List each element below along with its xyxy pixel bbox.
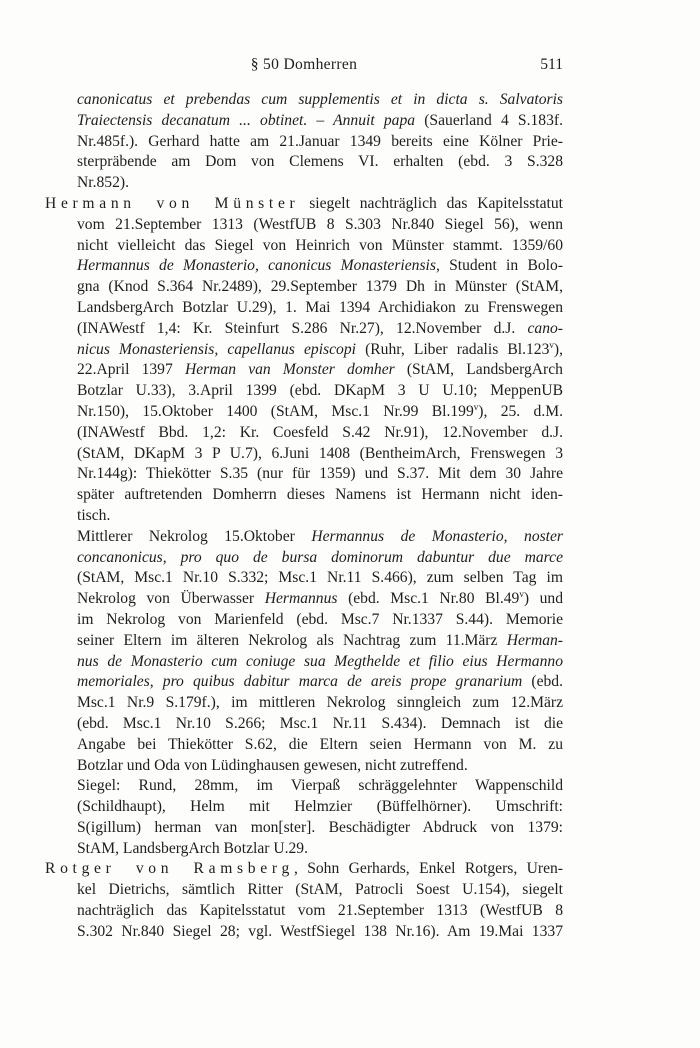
text-line bbox=[77, 839, 563, 860]
text-segment: (StAM, LandsbergArch bbox=[406, 361, 563, 379]
text-line bbox=[45, 194, 563, 215]
text-segment: Angabe bei Thiekötter S.62, die Eltern seien Hermann von M. zu bbox=[77, 735, 563, 753]
text-segment: nicht vielleicht das Siegel von Heinrich von Münster stammt. 1359/60 bbox=[77, 236, 563, 254]
text-segment: cano- bbox=[527, 319, 563, 337]
text-segment: S(igillum) herman van mon[ster]. Beschädigter Abdruck von 1379: bbox=[77, 818, 563, 836]
text-segment: kel Dietrichs, sämtlich Ritter (StAM, Patrocli Soest U.154), siegelt bbox=[77, 881, 563, 899]
text-segment: ), 25. d.M. bbox=[478, 402, 563, 420]
entry-gerhard-continuation bbox=[77, 90, 563, 194]
text-segment: (Sauerland 4 S.183f. bbox=[424, 111, 563, 129]
text-line bbox=[77, 610, 563, 631]
text-segment: vom 21.September 1313 (WestfUB 8 S.303 Nr.840 Siegel 56), wenn bbox=[77, 215, 563, 233]
text-segment: Nr.144g): Thiekötter S.35 (nur für 1359) und S.37. Mit dem 30 Jahre bbox=[77, 465, 563, 483]
text-segment: Herman- bbox=[506, 631, 563, 649]
text-segment: Hermannus de Monasterio, noster bbox=[311, 527, 564, 545]
text-line bbox=[45, 859, 563, 880]
text-line bbox=[77, 444, 563, 465]
text-segment: Herman van Monster domher bbox=[184, 361, 407, 379]
text-segment: Msc.1 Nr.9 S.179f.), im mittleren Nekrolog sinngleich zum 12.März bbox=[77, 694, 563, 712]
superscript-mark: v bbox=[549, 339, 554, 350]
text-line bbox=[77, 236, 563, 257]
entry-hermann-siegel bbox=[77, 776, 563, 859]
text-segment: (ebd. bbox=[531, 673, 563, 691]
text-segment: sterpräbende am Dom von Clemens VI. erhalten (ebd. 3 S.328 bbox=[77, 153, 563, 171]
text-line bbox=[77, 132, 563, 153]
text-line bbox=[77, 298, 563, 319]
text-line bbox=[77, 506, 563, 527]
text-segment: memoriales, pro quibus dabitur marca de areis prope granarium bbox=[77, 673, 532, 691]
text-line bbox=[77, 693, 563, 714]
text-line bbox=[77, 423, 563, 444]
text-block bbox=[45, 90, 564, 943]
text-segment: (Ruhr, Liber radalis Bl.123 bbox=[365, 340, 550, 358]
text-segment: nicus Monasteriensis, capellanus episcopi bbox=[77, 340, 366, 358]
text-segment: gna (Knod S.364 Nr.2489), 29.September 1379 Dh in Münster (StAM, bbox=[77, 278, 563, 296]
superscript-mark: v bbox=[519, 588, 524, 599]
text-segment: Nr.150), 15.Oktober 1400 (StAM, Msc.1 Nr.99 Bl.199 bbox=[77, 402, 474, 420]
text-segment: nus de Monasterio cum coniuge sua Megthelde et filio eius Hermanno bbox=[77, 652, 563, 670]
text-segment: concanonicus, pro quo de bursa dominorum dabuntur due marce bbox=[77, 548, 563, 566]
entry-hermann-von-muenster bbox=[45, 194, 563, 527]
text-line bbox=[77, 402, 563, 423]
text-segment: Mittlerer Nekrolog 15.Oktober bbox=[77, 527, 312, 545]
text-segment: Nr.852). bbox=[77, 174, 129, 192]
text-segment: siegelt nachträglich das Kapitelsstatut bbox=[299, 194, 563, 212]
text-line bbox=[77, 340, 563, 361]
text-segment: canonicatus et prebendas cum supplementis et in dicta s. Salvatoris bbox=[77, 91, 563, 108]
text-segment: ) und bbox=[523, 590, 564, 608]
text-line bbox=[77, 464, 563, 485]
text-line bbox=[77, 319, 563, 340]
entry-name: Rotger von Ramsberg bbox=[45, 860, 294, 878]
text-segment: S.302 Nr.840 Siegel 28; vgl. WestfSiegel 138 Nr.16). Am 19.Mai 1337 bbox=[77, 922, 563, 940]
text-segment: Hermannus de Monasterio, canonicus Monasteriensis, bbox=[77, 257, 440, 275]
text-line bbox=[77, 672, 563, 693]
text-line bbox=[77, 797, 563, 818]
text-segment: seiner Eltern im älteren Nekrolog als Nachtrag zum 11.März bbox=[77, 631, 507, 649]
text-segment: Hermannus bbox=[264, 590, 349, 608]
text-line bbox=[77, 527, 563, 548]
text-segment: (ebd. Msc.1 Nr.80 Bl.49 bbox=[348, 590, 520, 608]
text-segment: nachträglich das Kapitelsstatut vom 21.September 1313 (WestfUB 8 bbox=[77, 902, 563, 920]
text-line bbox=[77, 880, 563, 901]
entry-hermann-nekrolog bbox=[77, 527, 563, 777]
text-segment: später auftretenden Domherrn dieses Namens ist Hermann nicht iden- bbox=[77, 486, 563, 504]
page-number: 511 bbox=[540, 56, 563, 73]
text-segment: (INAWestf 1,4: Kr. Steinfurt S.286 Nr.27), 12.November d.J. bbox=[77, 319, 528, 337]
text-line bbox=[77, 568, 563, 589]
text-line bbox=[77, 485, 563, 506]
text-segment: Nekrolog von Überwasser bbox=[77, 590, 265, 608]
text-segment: im Nekrolog von Marienfeld (ebd. Msc.7 Nr.1337 S.44). Memorie bbox=[77, 610, 563, 628]
text-segment: 22.April 1397 bbox=[77, 361, 185, 379]
text-line bbox=[77, 215, 563, 236]
text-segment: Student in Bolo- bbox=[439, 257, 563, 275]
text-segment: ), bbox=[553, 340, 563, 358]
text-segment: Botzlar U.33), 3.April 1399 (ebd. DKapM 3 U U.10; MeppenUB bbox=[77, 382, 563, 400]
text-line bbox=[77, 173, 563, 194]
text-segment: Nr.485f.). Gerhard hatte am 21.Januar 1349 bereits eine Kölner Prie- bbox=[77, 132, 563, 150]
text-line bbox=[77, 589, 563, 610]
entry-name: Hermann von Münster bbox=[45, 194, 300, 212]
text-line bbox=[77, 631, 563, 652]
entry-rotger-von-ramsberg bbox=[45, 859, 563, 942]
text-line bbox=[77, 714, 563, 735]
text-segment: , Sohn Gerhards, Enkel Rotgers, Uren- bbox=[293, 860, 563, 878]
text-line bbox=[77, 277, 563, 298]
text-segment: tisch. bbox=[77, 506, 111, 524]
text-segment: (INAWestf Bbd. 1,2: Kr. Coesfeld S.42 Nr.91), 12.November d.J. bbox=[77, 423, 563, 441]
text-segment: StAM, LandsbergArch Botzlar U.29. bbox=[77, 839, 308, 857]
text-line bbox=[77, 776, 563, 797]
text-segment: (ebd. Msc.1 Nr.10 S.266; Msc.1 Nr.11 S.434). Demnach ist die bbox=[77, 714, 563, 732]
text-line bbox=[77, 548, 563, 569]
text-line bbox=[77, 152, 563, 173]
text-line bbox=[77, 756, 563, 777]
text-line bbox=[77, 735, 563, 756]
text-segment: Botzlar und Oda von Lüdinghausen gewesen, nicht zutreffend. bbox=[77, 756, 468, 774]
text-line bbox=[77, 652, 563, 673]
running-header bbox=[45, 55, 563, 75]
text-line bbox=[77, 901, 563, 922]
text-segment: (StAM, DKapM 3 P U.7), 6.Juni 1408 (BentheimArch, Frenswegen 3 bbox=[77, 444, 563, 462]
section-title: § 50 Domherren bbox=[250, 56, 358, 73]
text-line bbox=[77, 90, 563, 111]
superscript-mark: v bbox=[473, 401, 479, 412]
text-segment: Traiectensis decanatum ... obtinet. – Annuit papa bbox=[77, 111, 425, 129]
text-line bbox=[77, 256, 563, 277]
text-line bbox=[77, 111, 563, 132]
text-segment: LandsbergArch Botzlar U.29), 1. Mai 1394 Archidiakon zu Frenswegen bbox=[77, 298, 563, 316]
text-line bbox=[77, 360, 563, 381]
text-segment: Siegel: Rund, 28mm, im Vierpaß schräggelehnter Wappenschild bbox=[77, 777, 563, 795]
text-segment: (StAM, Msc.1 Nr.10 S.332; Msc.1 Nr.11 S.466), zum selben Tag im bbox=[77, 569, 563, 587]
text-line bbox=[77, 922, 563, 943]
text-line bbox=[77, 818, 563, 839]
text-line bbox=[77, 381, 563, 402]
text-segment: (Schildhaupt), Helm mit Helmzier (Büffelhörner). Umschrift: bbox=[77, 798, 563, 816]
